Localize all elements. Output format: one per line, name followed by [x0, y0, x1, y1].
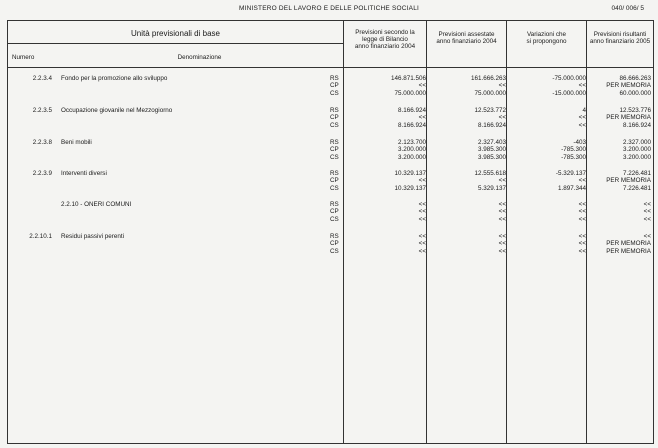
row-code: CP	[330, 82, 339, 90]
row-value: 5.329.137	[477, 184, 506, 192]
budget-table	[7, 20, 654, 444]
row-value: 146.871.506	[390, 75, 426, 82]
row-c3-values	[508, 107, 586, 129]
row-value: 8.166.924	[397, 107, 426, 114]
row-value: PER MEMORIA	[606, 114, 651, 122]
row-numero: 2.2.3.8	[32, 139, 52, 146]
row-value: PER MEMORIA	[606, 240, 651, 248]
row-denominazione: Interventi diversi	[61, 170, 107, 177]
row-value: 8.166.924	[397, 121, 426, 129]
row-value: 2.327.403	[477, 139, 506, 146]
row-c1-values	[346, 201, 426, 223]
row-value: <<	[498, 82, 506, 90]
col3-header	[507, 31, 586, 45]
row-value: PER MEMORIA	[606, 247, 651, 255]
row-c2-values	[428, 139, 506, 161]
row-value: -785.300	[561, 146, 586, 154]
row-value: <<	[498, 215, 506, 223]
divider	[8, 43, 343, 44]
row-value: <<	[578, 201, 586, 208]
row-code: CS	[330, 184, 339, 192]
row-value: <<	[498, 247, 506, 255]
row-c4-values	[588, 75, 651, 97]
table-row	[8, 75, 653, 99]
row-code: CP	[330, 177, 339, 185]
row-denominazione: 2.2.10 - ONERI COMUNI	[61, 201, 132, 208]
row-value: -785.300	[561, 153, 586, 161]
row-code: CP	[330, 146, 339, 154]
row-c3-values	[508, 201, 586, 223]
row-value: 3.985.300	[477, 146, 506, 154]
col3-header-line: si propongono	[526, 38, 567, 46]
row-value: <<	[418, 201, 426, 208]
col1-header-line: legge di Bilancio	[362, 36, 408, 44]
row-codes	[330, 201, 339, 223]
row-value: 7.226.481	[622, 184, 651, 192]
row-c2-values	[428, 233, 506, 255]
row-value: <<	[418, 233, 426, 240]
row-value: PER MEMORIA	[606, 82, 651, 90]
row-value: 3.200.000	[622, 153, 651, 161]
col2-header-line: anno finanziario 2004	[436, 38, 497, 46]
ministry-title: MINISTERO DEL LAVORO E DELLE POLITICHE SOCIALI	[238, 5, 420, 12]
row-value: <<	[578, 233, 586, 240]
row-c1-values	[346, 170, 426, 192]
table-row	[8, 139, 653, 163]
row-denominazione: Beni mobili	[61, 139, 92, 146]
row-value: <<	[418, 240, 426, 248]
row-value: <<	[578, 208, 586, 216]
row-value: <<	[418, 82, 426, 90]
row-value: <<	[498, 233, 506, 240]
row-codes	[330, 170, 339, 192]
row-code: CP	[330, 114, 339, 122]
row-value: 2.123.700	[397, 139, 426, 146]
row-value: 4	[582, 107, 586, 114]
page-code: 040/ 006/ 5	[611, 5, 644, 12]
row-codes	[330, 75, 339, 97]
upb-title: Unità previsionali di base	[131, 29, 220, 38]
divider	[8, 67, 653, 68]
row-code: RS	[330, 75, 339, 82]
row-value: <<	[643, 215, 651, 223]
row-numero: 2.2.10.1	[29, 233, 52, 240]
row-c1-values	[346, 139, 426, 161]
row-code: CS	[330, 121, 339, 129]
row-code: CS	[330, 153, 339, 161]
row-code: RS	[330, 139, 339, 146]
row-c1-values	[346, 233, 426, 255]
row-code: CS	[330, 215, 339, 223]
col1-header-line: Previsioni secondo la	[355, 29, 415, 36]
row-value: PER MEMORIA	[606, 177, 651, 185]
row-c1-values	[346, 107, 426, 129]
row-c4-values	[588, 201, 651, 223]
row-value: <<	[643, 208, 651, 216]
row-value: 2.327.000	[622, 139, 651, 146]
row-c1-values	[346, 75, 426, 97]
row-denominazione: Occupazione giovanile nel Mezzogiorno	[61, 107, 173, 114]
row-value: <<	[418, 114, 426, 122]
table-row	[8, 170, 653, 194]
row-c2-values	[428, 201, 506, 223]
table-row	[8, 233, 653, 257]
row-value: -15.000.000	[552, 89, 586, 97]
row-code: CS	[330, 89, 339, 97]
row-value: -75.000.000	[552, 75, 586, 82]
row-value: <<	[578, 215, 586, 223]
col2-header-line: Previsioni assestate	[438, 31, 495, 38]
row-c2-values	[428, 75, 506, 97]
row-value: 86.666.263	[619, 75, 651, 82]
col4-header-line: Previsioni risultanti	[593, 31, 647, 38]
row-value: 3.200.000	[397, 153, 426, 161]
row-value: 12.523.776	[619, 107, 651, 114]
row-codes	[330, 233, 339, 255]
col4-header-line: anno finanziario 2005	[589, 38, 651, 46]
row-c2-values	[428, 170, 506, 192]
row-value: <<	[643, 201, 651, 208]
row-value: 3.985.300	[477, 153, 506, 161]
row-code: CP	[330, 208, 339, 216]
row-c3-values	[508, 233, 586, 255]
denominazione-header: Denominazione	[177, 54, 222, 61]
col3-header-line: Variazioni che	[526, 31, 567, 38]
row-value: <<	[498, 201, 506, 208]
col1-header-line: anno finanziario 2004	[354, 43, 416, 51]
row-code: CP	[330, 240, 339, 248]
row-value: 8.166.924	[622, 121, 651, 129]
row-c3-values	[508, 75, 586, 97]
row-c4-values	[588, 107, 651, 129]
row-value: <<	[643, 233, 651, 240]
row-code: RS	[330, 170, 339, 177]
row-value: 161.666.263	[470, 75, 506, 82]
row-c4-values	[588, 233, 651, 255]
row-c4-values	[588, 139, 651, 161]
row-value: <<	[498, 208, 506, 216]
row-value: 7.226.481	[622, 170, 651, 177]
row-value: -5.329.137	[555, 170, 586, 177]
row-value: 12.555.618	[474, 170, 506, 177]
row-value: <<	[418, 247, 426, 255]
table-row	[8, 201, 653, 225]
row-value: <<	[498, 114, 506, 122]
row-value: <<	[578, 247, 586, 255]
table-row	[8, 107, 653, 131]
row-value: <<	[578, 82, 586, 90]
row-value: <<	[418, 208, 426, 216]
row-denominazione: Residui passivi perenti	[61, 233, 124, 240]
row-c3-values	[508, 139, 586, 161]
row-value: 75.000.000	[474, 89, 506, 97]
col1-header	[344, 29, 426, 51]
row-c4-values	[588, 170, 651, 192]
row-value: <<	[418, 177, 426, 185]
row-value: <<	[578, 240, 586, 248]
row-code: CS	[330, 247, 339, 255]
row-value: <<	[418, 215, 426, 223]
row-value: 3.200.000	[397, 146, 426, 154]
row-c2-values	[428, 107, 506, 129]
row-value: <<	[578, 121, 586, 129]
row-value: 3.200.000	[622, 146, 651, 154]
col2-header	[427, 31, 506, 45]
row-value: 10.329.137	[394, 170, 426, 177]
row-code: RS	[330, 201, 339, 208]
row-numero: 2.2.3.5	[32, 107, 52, 114]
row-value: 8.166.924	[477, 121, 506, 129]
row-value: <<	[578, 114, 586, 122]
row-value: 12.523.772	[474, 107, 506, 114]
row-value: <<	[498, 240, 506, 248]
row-codes	[330, 107, 339, 129]
row-code: RS	[330, 107, 339, 114]
row-codes	[330, 139, 339, 161]
row-value: 60.000.000	[619, 89, 651, 97]
row-value: <<	[498, 177, 506, 185]
row-value: <<	[578, 177, 586, 185]
row-numero: 2.2.3.9	[32, 170, 52, 177]
numero-header: Numero	[12, 54, 35, 61]
row-c3-values	[508, 170, 586, 192]
row-code: RS	[330, 233, 339, 240]
row-value: 75.000.000	[394, 89, 426, 97]
row-value: -403	[573, 139, 586, 146]
row-value: 1.897.344	[557, 184, 586, 192]
row-numero: 2.2.3.4	[32, 75, 52, 82]
row-denominazione: Fondo per la promozione allo sviluppo	[61, 75, 168, 82]
row-value: 10.329.137	[394, 184, 426, 192]
col4-header	[587, 31, 653, 45]
